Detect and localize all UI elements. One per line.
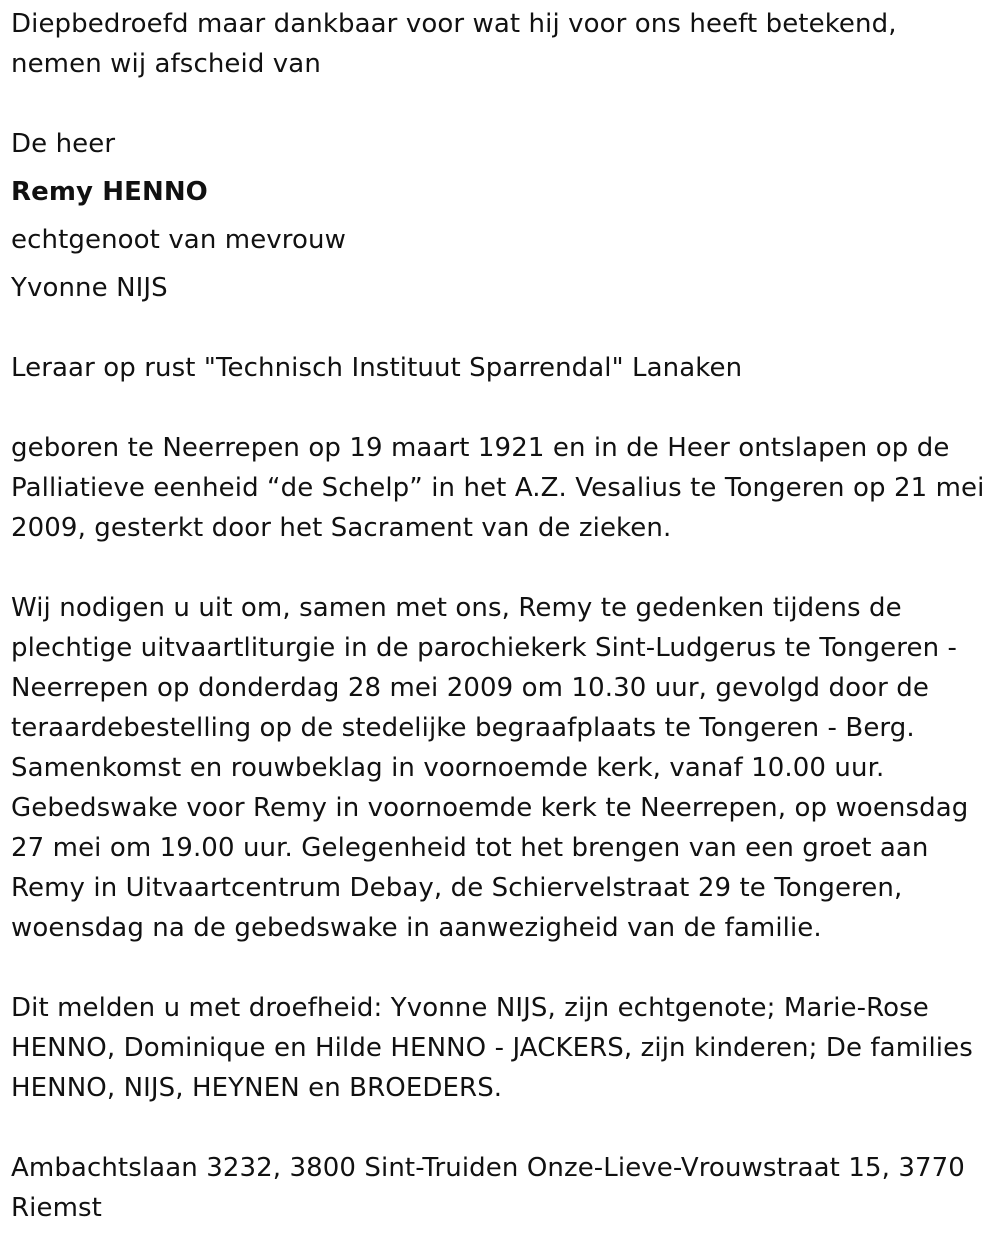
funeral-line: 27 mei om 19.00 uur. Gelegenheid tot het brengen van een groet aan bbox=[11, 833, 929, 863]
funeral-line: teraardebestelling op de stedelijke begraafplaats te Tongeren - Berg. bbox=[11, 713, 915, 743]
salutation: De heer bbox=[11, 129, 116, 159]
spouse-intro: echtgenoot van mevrouw bbox=[11, 225, 346, 255]
deceased-name: Remy HENNO bbox=[11, 177, 208, 207]
intro-line-1: Diepbedroefd maar dankbaar voor wat hij voor ons heeft betekend, bbox=[11, 9, 897, 39]
occupation: Leraar op rust "Technisch Instituut Sparrendal" Lanaken bbox=[11, 353, 743, 383]
spacer bbox=[11, 948, 986, 988]
family-paragraph bbox=[11, 988, 986, 1108]
birth-death-paragraph bbox=[11, 428, 986, 548]
funeral-line: Remy in Uitvaartcentrum Debay, de Schiervelstraat 29 te Tongeren, bbox=[11, 873, 903, 903]
spacer bbox=[11, 388, 986, 428]
address-line: Riemst bbox=[11, 1193, 102, 1223]
family-line: HENNO, NIJS, HEYNEN en BROEDERS. bbox=[11, 1073, 503, 1103]
intro-paragraph bbox=[11, 4, 986, 84]
funeral-line: Samenkomst en rouwbeklag in voornoemde kerk, vanaf 10.00 uur. bbox=[11, 753, 885, 783]
family-line: Dit melden u met droefheid: Yvonne NIJS, zijn echtgenote; Marie-Rose bbox=[11, 993, 929, 1023]
funeral-paragraph bbox=[11, 588, 986, 948]
family-line: HENNO, Dominique en Hilde HENNO - JACKERS, zijn kinderen; De families bbox=[11, 1033, 973, 1063]
funeral-line: Wij nodigen u uit om, samen met ons, Remy te gedenken tijdens de bbox=[11, 593, 902, 623]
spacer bbox=[11, 548, 986, 588]
spouse-name: Yvonne NIJS bbox=[11, 273, 168, 303]
funeral-line: Neerrepen op donderdag 28 mei 2009 om 10.30 uur, gevolgd door de bbox=[11, 673, 929, 703]
funeral-line: plechtige uitvaartliturgie in de parochiekerk Sint-Ludgerus te Tongeren - bbox=[11, 633, 957, 663]
intro-line-2: nemen wij afscheid van bbox=[11, 49, 321, 79]
occupation-paragraph bbox=[11, 348, 986, 388]
funeral-line: Gebedswake voor Remy in voornoemde kerk te Neerrepen, op woensdag bbox=[11, 793, 969, 823]
spacer bbox=[11, 84, 986, 124]
address-line: Ambachtslaan 3232, 3800 Sint-Truiden Onze-Lieve-Vrouwstraat 15, 3770 bbox=[11, 1153, 965, 1183]
funeral-line: woensdag na de gebedswake in aanwezigheid van de familie. bbox=[11, 913, 822, 943]
spacer bbox=[11, 1108, 986, 1148]
addresses-paragraph bbox=[11, 1148, 986, 1228]
spacer bbox=[11, 308, 986, 348]
birth-death-line: 2009, gesterkt door het Sacrament van de zieken. bbox=[11, 513, 672, 543]
deceased-block bbox=[11, 124, 986, 308]
birth-death-line: geboren te Neerrepen op 19 maart 1921 en in de Heer ontslapen op de bbox=[11, 433, 950, 463]
birth-death-line: Palliatieve eenheid “de Schelp” in het A.Z. Vesalius te Tongeren op 21 mei bbox=[11, 473, 985, 503]
